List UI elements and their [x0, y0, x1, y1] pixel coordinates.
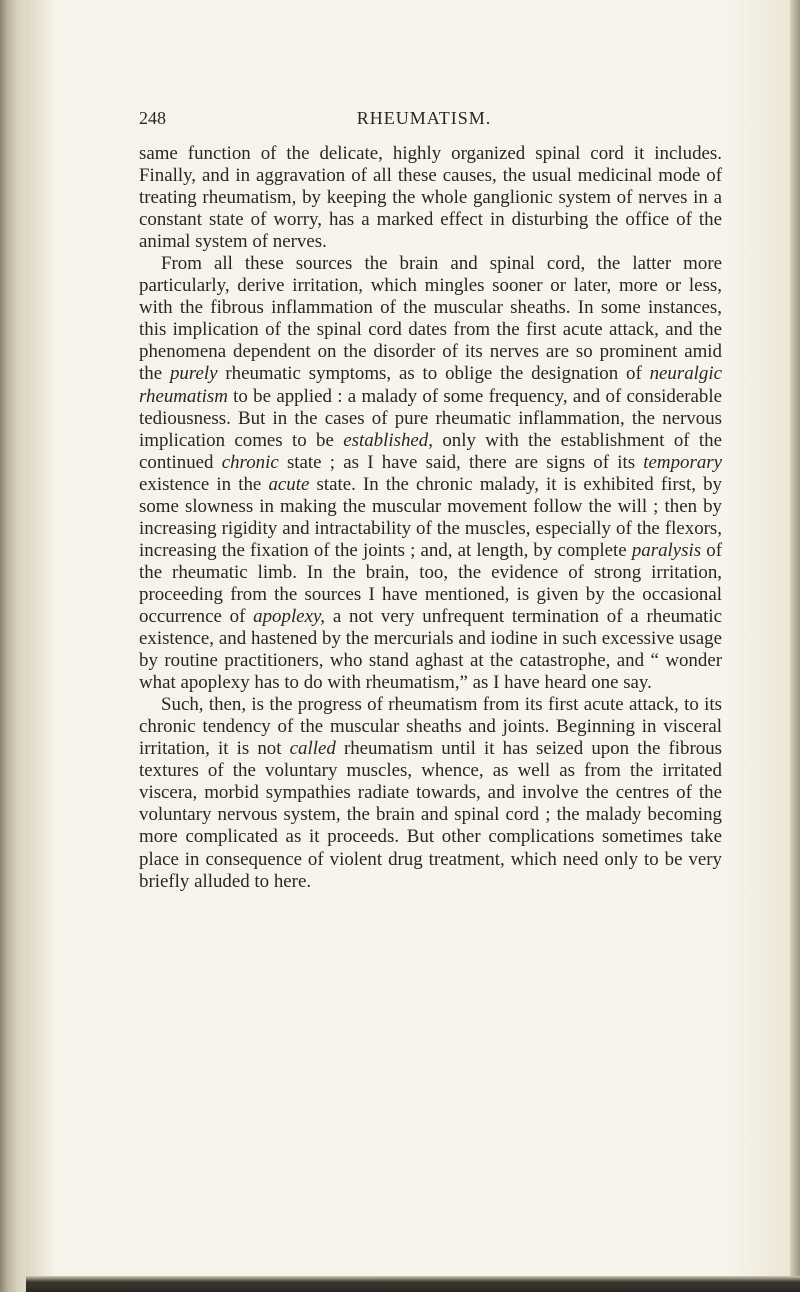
page-edge-bottom — [26, 1276, 800, 1292]
text-run: of the rheumatic limb. In the brain, too, the evidence of strong irritation, proceeding from the sources I have mentioned, is given by the occasional occurrence of — [139, 539, 722, 627]
body-text — [139, 143, 722, 893]
italic-text: neuralgic rheumatism — [139, 363, 722, 407]
text-run: only with the establishment of the continued — [139, 429, 723, 473]
text-run: existence in the — [139, 473, 269, 495]
text-run: state. In the chronic malady, it is exhibited first, by some slowness in making the muscular movement follow the will ; then by increasing rigidity and intractability of the muscles, especially of the flexors, increasing the fixation of the joints ; and, at length, by complete — [139, 473, 723, 561]
italic-text: called — [289, 738, 336, 760]
text-run: a not very unfrequent termination of a rheumatic existence, and hastened by the mercurials and iodine in such excessive usage by routine practitioners, who stand aghast at the catastrophe, and “ wonder what apoplexy has to do with rheumatism,” as I have heard one say. — [139, 605, 722, 694]
page-edge-right — [790, 0, 800, 1292]
italic-text: paralysis — [631, 539, 702, 561]
text-run: rheumatic symptoms, as to oblige the designation of — [217, 363, 650, 385]
text-run: From all these sources the brain and spinal cord, the latter more particularly, derive irritation, which mingles sooner or later, more or less, with the fibrous inflammation of the muscular sheaths. In some instances, this implication of the spinal cord dates from the first acute attack, and the phenomena dependent on the disorder of its nerves are so prominent amid the — [139, 253, 722, 385]
page-number: 248 — [139, 108, 166, 128]
italic-text: temporary — [643, 451, 722, 473]
running-head: RHEUMATISM. — [356, 108, 492, 128]
text-run: to be applied : a malady of some frequency, and of considerable tediousness. But in the cases of pure rheumatic inflammation, the nervous implication comes to be — [139, 385, 722, 451]
italic-text: acute — [268, 473, 310, 495]
italic-text: purely — [169, 363, 218, 385]
paragraph-continued — [139, 143, 722, 253]
italic-text: chronic — [221, 451, 279, 473]
text-run: rheumatism until it has seized upon the fibrous textures of the voluntary muscles, whence, as well as from the irritated viscera, morbid sympathies radiate towards, and involve the centres of the voluntary nervous system, the brain and spinal cord ; the malady becoming more complicated as it proceeds. But other complications sometimes take place in consequence of violent drug treatment, which need only to be very briefly alluded to here. — [139, 738, 722, 892]
text-run: Such, then, is the progress of rheumatism from its first acute attack, to its chronic tendency of the muscular sheaths and joints. Beginning in visceral irritation, it is not — [139, 694, 722, 760]
text-run: state ; as I have said, there are signs of its — [278, 451, 644, 473]
paragraph-progress-summary — [139, 694, 722, 892]
page-header — [139, 108, 709, 132]
paragraph-spinal-irritation — [139, 253, 722, 694]
italic-text: apoplexy, — [253, 605, 326, 627]
text-run: same function of the delicate, highly organized spinal cord it includes. Finally, and in aggravation of all these causes, the usual medicinal mode of treating rheumatism, by keeping the whole ganglionic system of nerves in a constant state of worry, has a marked effect in disturbing the office of the animal system of nerves. — [139, 143, 722, 253]
italic-text: established, — [343, 429, 433, 451]
